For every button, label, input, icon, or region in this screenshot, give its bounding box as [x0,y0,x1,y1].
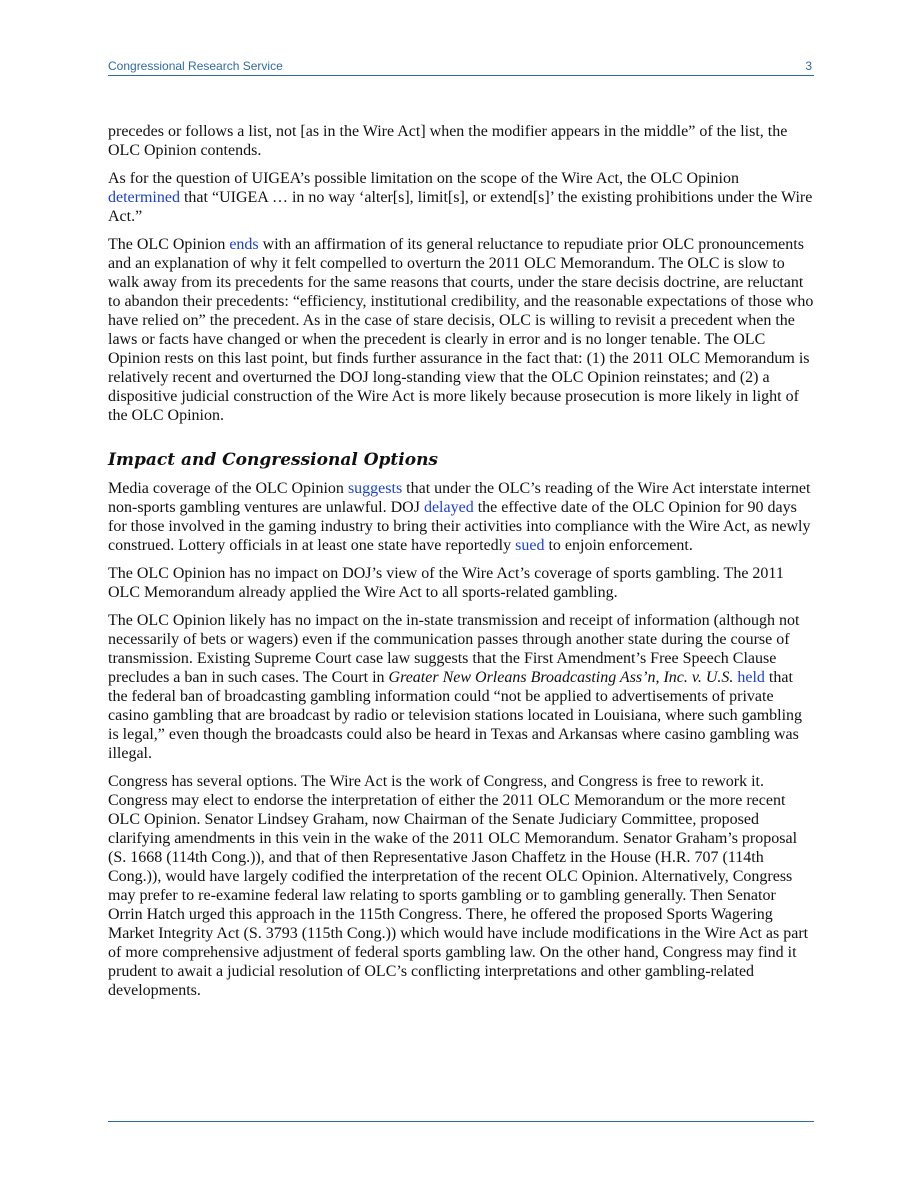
paragraph [108,564,814,602]
delayed-link[interactable]: delayed [423,499,474,516]
paragraph [108,611,814,763]
paragraph-text: The OLC Opinion [108,236,230,253]
paragraph-text: the effective date of the OLC Opinion for 90 days for those involved in the gaming industry to bring their activities into compliance with the Wire Act, as newly construed. Lottery officials in at least one state have reportedly [108,499,811,554]
paragraph-text: that “UIGEA … in no way ‘alter[s], limit[s], or extend[s]’ the existing prohibitions under the Wire Act.” [108,189,813,225]
paragraph-text: Media coverage of the OLC Opinion [108,480,348,497]
section-heading: Impact and Congressional Options [108,450,438,470]
sued-link[interactable]: sued [515,537,545,554]
paragraph-text: that the federal ban of broadcasting gambling information could “not be applied to advertisements of private casino gambling that are broadcast by radio or television stations located in Louisiana, where such gambling is legal,” even though the broadcasts could also be heard in Texas and Arkansas where casino gambling was illegal. [108,669,803,762]
paragraph-text: with an affirmation of its general reluctance to repudiate prior OLC pronouncements and an explanation of why it felt compelled to overturn the 2011 OLC Memorandum. The OLC is slow to walk away from its precedents for the same reasons that courts, under the stare decisis doctrine, are reluctant to abandon their precedents: “efficiency, institutional credibility, and the reasonable expectations of those who have relied on” the precedent. As in the case of stare decisis, OLC is willing to revisit a precedent when the laws or facts have changed or when the precedent is clearly in error and is no longer tenable. The OLC Opinion rests on this last point, but finds further assurance in the fact that: (1) the 2011 OLC Memorandum is relatively recent and overturned the DOJ long-standing view that the OLC Opinion reinstates; and (2) a dispositive judicial construction of the Wire Act is more likely because prosecution is more likely in light of the OLC Opinion. [108,236,814,424]
page-number: 3 [805,59,812,73]
determined-link[interactable]: determined [108,189,180,206]
case-name: Greater New Orleans Broadcasting Ass’n, Inc. v. U.S. [388,669,734,686]
paragraph-text: precedes or follows a list, not [as in the Wire Act] when the modifier appears in the middle” of the list, the OLC Opinion contends. [108,123,788,159]
publisher-name: Congressional Research Service [108,59,283,73]
paragraph-text: The OLC Opinion likely has no impact on the in-state transmission and receipt of information (although not necessarily of bets or wagers) even if the communication passes through another state during the course of transmission. Existing Supreme Court case law suggests that the First Amendment’s Free Speech Clause precludes a ban in such cases. The Court in [108,612,800,686]
paragraph [108,169,814,226]
paragraph-text: The OLC Opinion has no impact on DOJ’s view of the Wire Act’s coverage of sports gambling. The 2011 OLC Memorandum already applied the Wire Act to all sports-related gambling. [108,565,784,601]
paragraph [108,479,814,555]
paragraph-text: that under the OLC’s reading of the Wire Act interstate internet non-sports gambling ventures are unlawful. DOJ [108,480,811,516]
held-link[interactable]: held [737,669,765,686]
paragraph [108,235,814,425]
page-header [108,58,814,76]
suggests-link[interactable]: suggests [347,480,403,497]
paragraph-text: Congress has several options. The Wire Act is the work of Congress, and Congress is free to rework it. Congress may elect to endorse the interpretation of either the 2011 OLC Memorandum or the more recent OLC Opinion. Senator Lindsey Graham, now Chairman of the Senate Judiciary Committee, proposed clarifying amendments in this vein in the wake of the 2011 OLC Memorandum. Senator Graham’s proposal (S. 1668 (114th Cong.)), and that of then Representative Jason Chaffetz in the House (H.R. 707 (114th Cong.)), would have largely codified the interpretation of the recent OLC Opinion. Alternatively, Congress may prefer to re-examine federal law relating to sports gambling or to gambling generally. Then Senator Orrin Hatch urged this approach in the 115th Congress. There, he offered the proposed Sports Wagering Market Integrity Act (S. 3793 (115th Cong.)) which would have include modifications in the Wire Act as part of more comprehensive adjustment of federal sports gambling law. On the other hand, Congress may find it prudent to await a judicial resolution of OLC’s conflicting interpretations and other gambling-related developments. [108,773,809,999]
paragraph-text: As for the question of UIGEA’s possible limitation on the scope of the Wire Act, the OLC Opinion [108,170,739,187]
paragraph [108,772,814,1000]
ends-link[interactable]: ends [229,236,259,253]
paragraph-text: to enjoin enforcement. [544,537,693,554]
footer-divider [108,1121,814,1122]
document-body [108,122,814,1009]
paragraph [108,122,814,160]
